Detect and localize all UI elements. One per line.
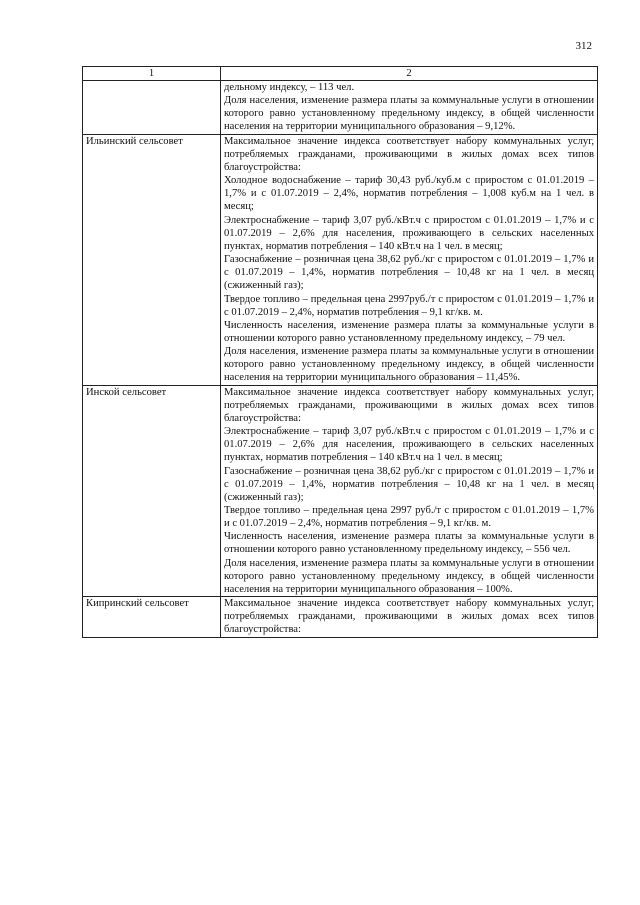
paragraph: дельному индексу, – 113 чел.	[224, 82, 355, 93]
municipality-name: Кипринский сельсовет	[83, 597, 221, 637]
table-row	[83, 385, 598, 597]
column-header: 2	[221, 67, 598, 81]
table-row	[83, 81, 598, 135]
paragraph: Максимальное значение индекса соответствует набору коммунальных услуг, потребляемых гражданами, проживающими в жилых домах всех типов благоустройства:	[224, 386, 594, 424]
paragraph: Твердое топливо – предельная цена 2997руб./т с приростом с 01.01.2019 – 1,7% и с 01.07.2019 – 2,4%, норматив потребления – 9,1 кг/кв. м.	[224, 293, 594, 318]
paragraph: Численность населения, изменение размера платы за коммунальные услуги в отношении которого равно установленному предельному индексу, – 79 чел.	[224, 319, 594, 344]
municipality-name: Инской сельсовет	[83, 385, 221, 597]
description-cell	[221, 385, 598, 597]
paragraph: Максимальное значение индекса соответствует набору коммунальных услуг, потребляемых гражданами, проживающими в жилых домах всех типов благоустройства:	[224, 598, 594, 636]
municipality-name: Ильинский сельсовет	[83, 134, 221, 385]
paragraph: Газоснабжение – розничная цена 38,62 руб./кг с приростом с 01.01.2019 – 1,7% и с 01.07.2019 – 1,4%, норматив потребления – 10,48 кг на 1 чел. в месяц (сжиженный газ);	[224, 465, 594, 503]
page-number: 312	[575, 40, 592, 52]
paragraph: Максимальное значение индекса соответствует набору коммунальных услуг, потребляемых гражданами, проживающими в жилых домах всех типов благоустройства:	[224, 135, 594, 173]
column-header: 1	[83, 67, 221, 81]
paragraph: Доля населения, изменение размера платы за коммунальные услуги в отношении которого равно установленному предельному индексу, в общей численности населения на территории муниципального образования – 9,12%.	[224, 95, 594, 133]
tariff-table	[82, 66, 598, 638]
paragraph: Численность населения, изменение размера платы за коммунальные услуги в отношении которого равно установленному предельному индексу, – 556 чел.	[224, 531, 594, 556]
paragraph: Холодное водоснабжение – тариф 30,43 руб./куб.м с приростом с 01.01.2019 – 1,7% и с 01.07.2019 – 2,4%, норматив потребления – 1,008 куб.м на 1 чел. в месяц;	[224, 175, 594, 213]
paragraph: Доля населения, изменение размера платы за коммунальные услуги в отношении которого равно установленному предельному индексу, в общей численности населения на территории муниципального образования – 11,45%.	[224, 346, 594, 384]
table-header-row	[83, 67, 598, 81]
table-row	[83, 597, 598, 637]
municipality-name	[83, 81, 221, 135]
paragraph: Электроснабжение – тариф 3,07 руб./кВт.ч с приростом с 01.01.2019 – 1,7% и с 01.07.2019 – 2,6% для населения, проживающего в сельских населенных пунктах, норматив потребления – 140 кВт.ч на 1 чел. в месяц;	[224, 214, 594, 252]
paragraph: Твердое топливо – предельная цена 2997 руб./т с приростом с 01.01.2019 – 1,7% и с 01.07.2019 – 2,4%, норматив потребления – 9,1 кг/кв. м.	[224, 505, 594, 530]
description-cell	[221, 81, 598, 135]
description-cell	[221, 597, 598, 637]
table-row	[83, 134, 598, 385]
description-cell	[221, 134, 598, 385]
paragraph: Доля населения, изменение размера платы за коммунальные услуги в отношении которого равно установленному предельному индексу, в общей численности населения на территории муниципального образования – 100%.	[224, 557, 594, 595]
paragraph: Газоснабжение – розничная цена 38,62 руб./кг с приростом с 01.01.2019 – 1,7% и с 01.07.2019 – 1,4%, норматив потребления – 10,48 кг на 1 чел. в месяц (сжиженный газ);	[224, 254, 594, 292]
paragraph: Электроснабжение – тариф 3,07 руб./кВт.ч с приростом с 01.01.2019 – 1,7% и с 01.07.2019 – 2,6% для населения, проживающего в сельских населенных пунктах, норматив потребления – 140 кВт.ч на 1 чел. в месяц;	[224, 426, 594, 464]
